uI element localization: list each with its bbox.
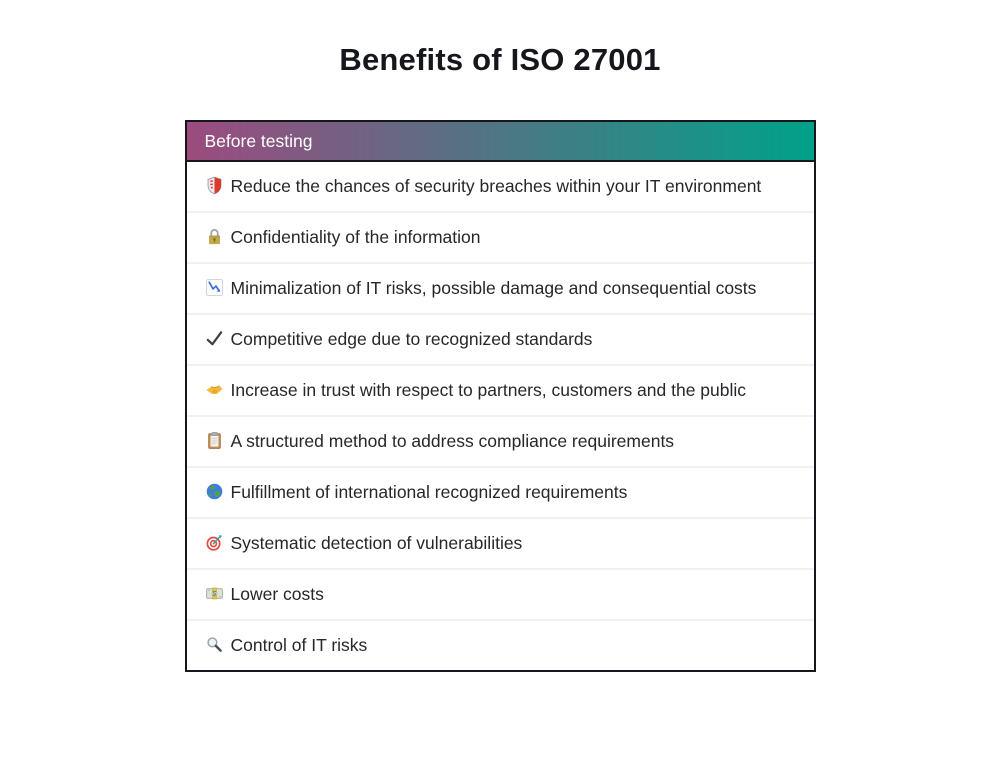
table-header	[187, 122, 814, 162]
globe-icon	[205, 482, 224, 501]
row-text: Minimalization of IT risks, possible damage and consequential costs	[230, 278, 757, 298]
lock-icon	[205, 227, 224, 246]
row-text: Reduce the chances of security breaches within your IT environment	[230, 176, 762, 196]
table-row	[187, 415, 814, 466]
table-row	[187, 568, 814, 619]
clipboard-icon	[205, 431, 224, 450]
money-icon	[205, 584, 224, 603]
benefits-table	[185, 120, 816, 672]
row-text: Increase in trust with respect to partners, customers and the public	[230, 380, 747, 400]
row-text: Competitive edge due to recognized standards	[230, 329, 593, 349]
row-text: Lower costs	[230, 584, 324, 604]
table-row	[187, 162, 814, 211]
table-row	[187, 211, 814, 262]
page-title: Benefits of ISO 27001	[339, 42, 661, 77]
row-text: Control of IT risks	[230, 635, 368, 655]
table-row	[187, 466, 814, 517]
check-icon	[205, 329, 224, 348]
table-row	[187, 619, 814, 670]
table-row	[187, 313, 814, 364]
row-text: A structured method to address compliance requirements	[230, 431, 675, 451]
table-row	[187, 517, 814, 568]
chart-decreasing-icon	[205, 278, 224, 297]
svg-text:$: $	[212, 590, 216, 598]
handshake-icon	[205, 380, 224, 399]
magnifier-icon	[205, 635, 224, 654]
row-text: Fulfillment of international recognized requirements	[230, 482, 628, 502]
table-row	[187, 364, 814, 415]
shield-icon	[205, 176, 224, 195]
table-header-label: Before testing	[204, 130, 313, 151]
row-text: Confidentiality of the information	[230, 227, 481, 247]
table-body	[187, 162, 814, 670]
row-text: Systematic detection of vulnerabilities	[230, 533, 523, 553]
target-icon	[205, 533, 224, 552]
table-row	[187, 262, 814, 313]
